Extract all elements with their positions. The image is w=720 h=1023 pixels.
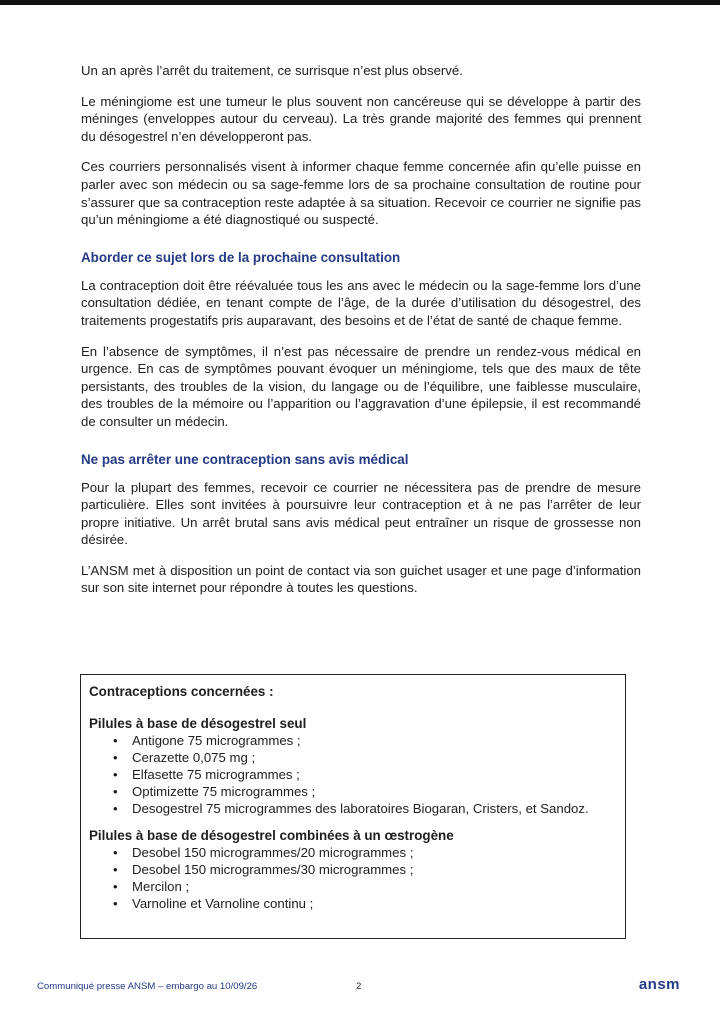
top-bar [0, 0, 720, 5]
list-item: • Antigone 75 microgrammes ; [89, 732, 625, 749]
page-number: 2 [356, 981, 362, 992]
list-item: • Cerazette 0,075 mg ; [89, 749, 625, 766]
paragraph: Le méningiome est une tumeur le plus souvent non cancéreuse qui se développe à partir des méninges (enveloppes autour du cerveau). La très grande majorité des femmes qui prennent du désogestrel n’en développeront pas. [81, 93, 641, 144]
section-heading: Aborder ce sujet lors de la prochaine consultation [81, 249, 401, 265]
paragraph: L’ANSM met à disposition un point de contact via son guichet usager et une page d’information sur son site internet pour répondre à toutes les questions. [81, 562, 641, 596]
group-heading: Pilules à base de désogestrel combinées à un œstrogène [89, 828, 454, 843]
list-item: • Varnoline et Varnoline continu ; [89, 895, 625, 912]
document-body [81, 62, 641, 610]
product-list [89, 844, 625, 912]
section-heading: Ne pas arrêter une contraception sans avis médical [81, 451, 409, 467]
paragraph: En l’absence de symptômes, il n’est pas nécessaire de prendre un rendez-vous médical en urgence. En cas de symptômes pouvant évoquer un méningiome, tels que des maux de tête persistants, des troubles de la vision, du langage ou de l’équilibre, une faiblesse musculaire, des troubles de la mémoire ou l’apparition ou l’aggravation d’une épilepsie, il est recommandé de consulter un médecin. [81, 343, 641, 429]
paragraph: Un an après l’arrêt du traitement, ce surrisque n’est plus observé. [81, 63, 463, 78]
list-item: • Mercilon ; [89, 878, 625, 895]
list-item: • Elfasette 75 microgrammes ; [89, 766, 625, 783]
list-item: • Desogestrel 75 microgrammes des laboratoires Biogaran, Cristers, et Sandoz. [89, 800, 625, 817]
footer-text: Communiqué presse ANSM – embargo au 10/09/26 [37, 981, 258, 992]
list-item: • Desobel 150 microgrammes/20 microgrammes ; [89, 844, 625, 861]
product-list [89, 732, 625, 817]
list-item: • Optimizette 75 microgrammes ; [89, 783, 625, 800]
contraceptions-box [80, 674, 626, 939]
paragraph: Ces courriers personnalisés visent à informer chaque femme concernée afin qu’elle puisse en parler avec son médecin ou sa sage-femme lors de sa prochaine consultation de routine pour s’assurer que sa contraception reste adaptée à sa situation. Recevoir ce courrier ne signifie pas qu’un méningiome a été diagnostiqué ou suspecté. [81, 159, 641, 228]
page-footer [37, 978, 680, 998]
list-item: • Desobel 150 microgrammes/30 microgrammes ; [89, 861, 625, 878]
group-heading: Pilules à base de désogestrel seul [89, 716, 307, 731]
paragraph: Pour la plupart des femmes, recevoir ce courrier ne nécessitera pas de prendre de mesure particulière. Elles sont invitées à poursuivre leur contraception et à ne pas l’arrêter de leur propre initiative. Un arrêt brutal sans avis médical peut entraîner un risque de grossesse non désirée. [81, 479, 641, 548]
box-title: Contraceptions concernées : [89, 684, 274, 699]
paragraph: La contraception doit être réévaluée tous les ans avec le médecin ou la sage-femme lors d’une consultation dédiée, en tenant compte de l’âge, de la durée d’utilisation du désogestrel, des traitements progestatifs pris auparavant, des besoins et de l’état de santé de chaque femme. [81, 277, 641, 328]
ansm-logo: ansm [638, 976, 680, 993]
